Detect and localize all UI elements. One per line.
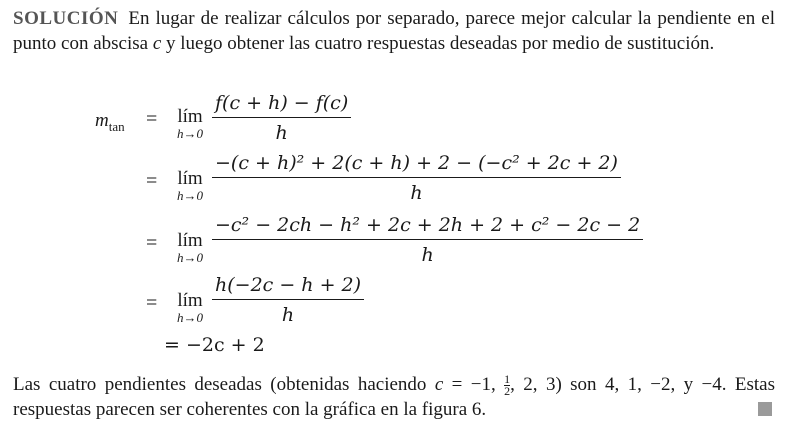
equation-step-3: [0, 214, 800, 272]
outro-text-3: , 2, 3) son 4, 1, −2, y −4. Estas respuestas parecen ser coherentes con la gráfica en la figura 6.: [13, 374, 776, 421]
fraction-bar: [212, 299, 364, 300]
lhs-m-tan: $m_{tan}$: [95, 110, 125, 134]
intro-text-2: y luego obtener las cuatro respuestas deseadas por medio de sustitución.: [161, 33, 715, 54]
equation-result: = −2c + 2: [164, 334, 265, 356]
fraction: [212, 214, 643, 266]
end-of-solution-mark: [758, 402, 772, 416]
outro-text-2: = −1,: [443, 374, 505, 395]
fraction-bar: [212, 117, 351, 118]
intro-var-c: c: [152, 33, 162, 54]
denominator: h: [410, 182, 423, 204]
limit-operator: lím h→0: [177, 168, 203, 203]
limit-operator: lím h→0: [177, 230, 203, 265]
solution-heading: SOLUCIÓN: [13, 8, 119, 29]
fraction: [212, 274, 364, 326]
equation-step-2: [0, 152, 800, 210]
equals-sign: =: [146, 170, 158, 192]
denominator: h: [275, 122, 288, 144]
fraction: [212, 92, 351, 144]
numerator: f(c + h) − f(c): [215, 92, 349, 114]
inline-fraction-half: $\frac{1}{2}$: [504, 372, 511, 399]
equation-step-4: [0, 274, 800, 332]
intro-paragraph: [13, 6, 775, 56]
fraction-bar: [212, 239, 643, 240]
outro-text-1: Las cuatro pendientes deseadas (obtenidas haciendo: [13, 374, 435, 395]
equals-sign: =: [146, 292, 158, 314]
numerator: h(−2c − h + 2): [215, 274, 362, 296]
equals-sign: =: [146, 108, 158, 130]
equals-sign: =: [146, 232, 158, 254]
denominator: h: [421, 244, 434, 266]
limit-operator: lím h→0: [177, 290, 203, 325]
fraction-bar: [212, 177, 621, 178]
outro-var-c: c: [434, 374, 444, 395]
limit-operator: lím h→0: [177, 106, 203, 141]
denominator: h: [281, 304, 295, 326]
outro-paragraph: [13, 372, 775, 422]
fraction: [212, 152, 621, 204]
numerator: −c² − 2ch − h² + 2c + 2h + 2 + c² − 2c − 2: [215, 214, 641, 236]
equation-step-1: [0, 92, 800, 150]
numerator: −(c + h)² + 2(c + h) + 2 − (−c² + 2c + 2): [215, 152, 618, 174]
intro-text-1: En lugar de realizar cálculos por separado, parece mejor calcular la pendiente en el punto con abscisa: [13, 8, 775, 54]
